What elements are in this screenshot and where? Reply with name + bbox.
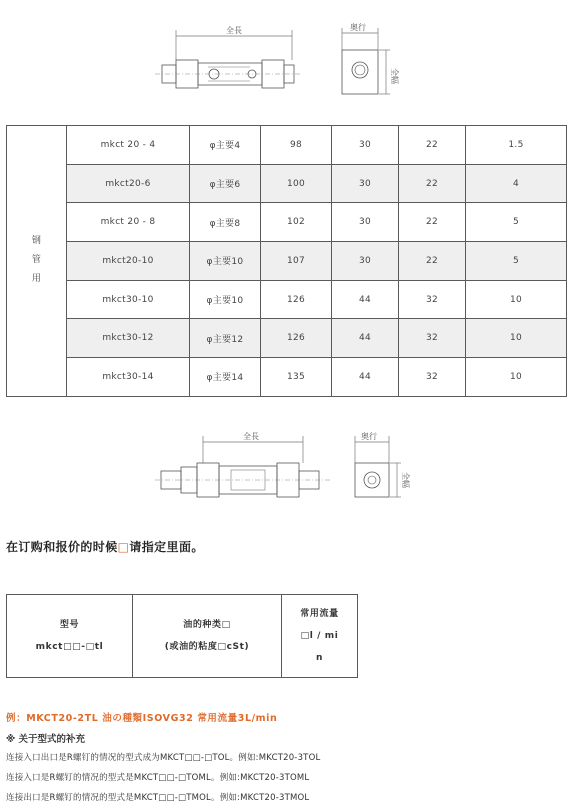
bottom-technical-drawing: [155, 427, 425, 517]
top-technical-drawing: [150, 20, 420, 112]
cell-flow: 10: [466, 358, 567, 397]
flow-rate-unit: □l / mi: [300, 631, 339, 641]
cell-length: 126: [261, 280, 332, 319]
table-row: [7, 319, 567, 358]
cell-length: 126: [261, 319, 332, 358]
cell-depth: 30: [332, 126, 399, 165]
table-row: [7, 164, 567, 203]
cell-width: 22: [399, 164, 466, 203]
cell-pipe: φ主要4: [190, 126, 261, 165]
cell-model: mkct20-6: [67, 164, 190, 203]
cell-width: 22: [399, 242, 466, 281]
cell-pipe: φ主要10: [190, 242, 261, 281]
cell-width: 32: [399, 280, 466, 319]
order-format-table: [6, 594, 358, 678]
supplement-line: 连接入口是R螺钉的情况的型式是MKCT□□-□TOML。例如:MKCT20-3TOML: [6, 773, 310, 783]
cell-width: 32: [399, 358, 466, 397]
order-example: 例：MKCT20-2TL 油の種類ISOVG32 常用流量3L/min: [6, 713, 278, 724]
flow-rate-cell: [282, 595, 358, 678]
bottom-length-label: 全長: [243, 432, 259, 441]
model-format: mkct□□-□tl: [35, 642, 104, 652]
cell-width: 22: [399, 126, 466, 165]
cell-length: 100: [261, 164, 332, 203]
cell-depth: 30: [332, 164, 399, 203]
cell-model: mkct 20 - 4: [67, 126, 190, 165]
table-row: [7, 242, 567, 281]
bottom-width-label: 全幅: [401, 472, 410, 488]
model-format-cell: [7, 595, 133, 678]
cell-width: 22: [399, 203, 466, 242]
order-notice: [6, 538, 204, 555]
cell-pipe: φ主要8: [190, 203, 261, 242]
notice-text-before: 在订购和报价的时候: [6, 540, 118, 554]
oil-type-cell: [133, 595, 282, 678]
cell-depth: 44: [332, 280, 399, 319]
cell-depth: 30: [332, 242, 399, 281]
cell-depth: 44: [332, 358, 399, 397]
cell-depth: 30: [332, 203, 399, 242]
cell-depth: 44: [332, 319, 399, 358]
cell-flow: 10: [466, 319, 567, 358]
notice-text-after: 请指定里面。: [129, 540, 204, 554]
cell-pipe: φ主要14: [190, 358, 261, 397]
table-row: [7, 358, 567, 397]
cell-pipe: φ主要6: [190, 164, 261, 203]
bottom-depth-label: 奥行: [361, 432, 377, 441]
group-label-char: 用: [31, 274, 42, 285]
supplement-line: 连接出口是R螺钉的情况的型式是MKCT□□-□TMOL。例如:MKCT20-3TMOL: [6, 793, 310, 803]
cell-length: 107: [261, 242, 332, 281]
cell-flow: 1.5: [466, 126, 567, 165]
model-heading: 型号: [59, 620, 80, 630]
cell-model: mkct 20 - 8: [67, 203, 190, 242]
cell-width: 32: [399, 319, 466, 358]
group-label-char: 钢: [31, 236, 42, 247]
cell-flow: 5: [466, 203, 567, 242]
cell-model: mkct30-12: [67, 319, 190, 358]
cell-length: 102: [261, 203, 332, 242]
flow-rate-unit-tail: n: [315, 653, 323, 663]
supplement-line: 连接入口出口是R螺钉的情况的型式成为MKCT□□-□TOL。例如:MKCT20-3TOL: [6, 753, 321, 763]
oil-type-heading: 油的种类□: [183, 620, 231, 630]
top-width-label: 全幅: [390, 68, 399, 84]
cell-model: mkct20-10: [67, 242, 190, 281]
top-length-label: 全長: [226, 26, 242, 35]
cell-model: mkct30-10: [67, 280, 190, 319]
table-row: [7, 203, 567, 242]
cell-length: 98: [261, 126, 332, 165]
cell-flow: 4: [466, 164, 567, 203]
group-label-char: 管: [31, 255, 42, 266]
top-depth-label: 奥行: [350, 23, 366, 32]
table-row: [7, 280, 567, 319]
table-row: [7, 126, 567, 165]
flow-rate-heading: 常用流量: [300, 609, 339, 619]
oil-viscosity-note: (或油的粘度□cSt): [164, 642, 250, 652]
cell-flow: 5: [466, 242, 567, 281]
supplement-title: ※ 关于型式的补充: [6, 734, 86, 745]
cell-pipe: φ主要12: [190, 319, 261, 358]
notice-box: □: [117, 540, 130, 554]
group-label-cell: [7, 126, 67, 397]
cell-model: mkct30-14: [67, 358, 190, 397]
cell-flow: 10: [466, 280, 567, 319]
cell-length: 135: [261, 358, 332, 397]
cell-pipe: φ主要10: [190, 280, 261, 319]
spec-table: [6, 125, 567, 397]
